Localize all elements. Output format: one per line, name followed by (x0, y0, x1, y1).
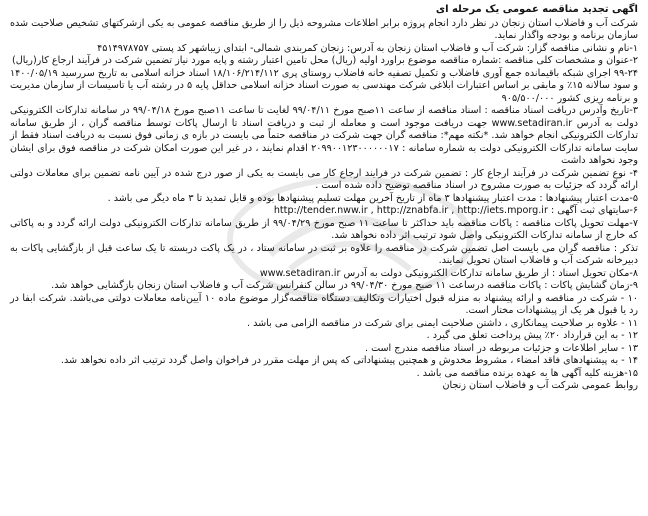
item-14-invalid-bids: ۱۴ - به پیشنهادهای فاقد امضاء ، مشروط مخدوش و همچنین پیشنهاداتی که پس از مهلت مقرر در فراخوان واصل گردد ترتیب اثر داده نخواهد شد. (60, 355, 638, 366)
item-6-websites: ۶-سایتهای ثبت آگهی : http://tender.nww.ir , http://znabfa.ir , http://iets.mporg.ir (273, 205, 638, 216)
item-2-tender-specs-header: ۲-عنوان و مشخصات کلی مناقصه :شماره مناقصه موضوع براورد اولیه (ریال) محل تامین اعتبار رشته و پایه مورد نیاز تضمین شرکت در فرآیند ارجاع کار(ریال) (12, 55, 638, 66)
item-8-delivery-place: ۸-مکان تحویل اسناد : از طریق سامانه تدارکات الکترونیکی دولت به آدرس www.setadiran.ir (259, 267, 638, 279)
item-7-envelope-deadline: ۷-مهلت تحویل پاکات مناقصه : پاکات مناقصه باید حداکثر تا ساعت ۱۱ صبح مورخ ۹۹/۰۴/۲۹ از طریق سامانه تدارکات الکترونیکی دولت ارائه گردد و به پاکاتی که خارج از سامانه تدارکات الکترونیکی واصل شود ترتیب اثر داده نخواهد شد. (10, 217, 638, 241)
item-1-tenderer: ۱-نام و نشانی مناقصه گزار: شرکت آب و فاضلاب استان زنجان به آدرس: زنجان کمربندی شمالی- ابتدای زیباشهر کد پستی ۴۵۱۴۹۷۸۷۵۷ (97, 42, 638, 54)
public-relations-signature: روابط عمومی شرکت آب و فاضلاب استان زنجان (442, 380, 638, 391)
item-11-safety-qualification: ۱۱ - علاوه بر صلاحیت پیمانکاری ، داشتن صلاحیت ایمنی برای شرکت در مناقصه الزامی می باشد . (247, 317, 638, 329)
tender-notice (10, 4, 638, 512)
item-note-guarantee: تذکر : مناقصه گران می بایست اصل تضمین شرکت در مناقصه را علاوه بر ثبت در سامانه ستاد ، در یک پاکت دربسته تا یک ساعت قبل از بازگشایی پاکات به دبیرخانه شرکت آب و فاضلاب استان تحویل نمایند. (10, 242, 638, 266)
item-5-validity-period: ۵-مدت اعتبار پیشنهادها : مدت اعتبار پیشنهادها ۳ ماه از تاریخ آخرین مهلت تسلیم پیشنهادها بوده و قابل تمدید تا ۳ ماه دیگر می باشد . (107, 192, 638, 204)
item-12-prepayment: ۱۲ - به این قرارداد ۲۰٪ پیش پرداخت تعلق می گیرد . (426, 330, 638, 341)
item-10-participation: ۱۰ - شرکت در مناقصه و ارائه پیشنهاد به منزله قبول اختیارات وتکالیف دستگاه مناقصه‌گزار موضوع ماده ۱۰ آیین‌نامه معاملات دولتی می‌باشد. شرکت ابفا در رد یا قبول هر یک از پیشنهادات مختار است. (10, 292, 639, 316)
item-13-other-info: ۱۳ - سایر اطلاعات و جزئیات مربوطه در اسناد مناقصه مندرج است . (365, 342, 638, 354)
notice-title: اگهی تجدید مناقصه عمومی یک مرحله ای (435, 4, 638, 15)
notice-intro: شرکت آب و فاضلاب استان زنجان در نظر دارد انجام پروژه برابر اطلاعات مشروحه ذیل را از طریق مناقصه عمومی به یکی ازشرکتهای تشخیص صلاحیت شده سازمان برنامه و بودجه واگذار نماید. (10, 17, 638, 41)
item-4-guarantee-type: ۴- نوع تضمین شرکت در فرآیند ارجاع کار : تضمین شرکت در فرایند ارجاع کار می بایست به یکی از صور درج شده در آیین نامه تضمین برای معاملات دولتی ارائه گردد که جزئیات به صورت مشروح در اسناد مناقصه توضیح داده شده است . (10, 167, 638, 191)
item-2-tender-specs-row: ۹۹-۲۴ اجرای شبکه باقیمانده جمع آوری فاضلاب و تکمیل تصفیه خانه فاضلاب روستای پری ۱۸/۱۰۶/۲۱۴/۱۱۲ اسناد خزانه اسلامی به تاریخ سررسید ۱۴۰۰/۰۵/۱۹ و سود سالانه ۱۵٪ و مابقی بر اساس اعتبارات ابلاغی شرکت مهندسی به صورت اسناد خزانه اسلامی حداقل پایه ۵ در رشته آب یا تاسیسات از سازمان مدیریت و برنامه ریزی کشور ۹۰۵/۵۰۰/۰۰۰ (10, 67, 639, 104)
item-3-document-receipt: ۳-تاریخ وآدرس دریافت اسناد مناقصه : اسناد مناقصه از ساعت ۱۱صبح مورخ ۹۹/۰۴/۱۱ لغایت تا ساعت ۱۱صبح مورخ ۹۹/۰۴/۱۸ در سامانه تدارکات الکترونیکی دولت به آدرس www.setadiran.ir جهت دریافت موجود است و معامله از ثبت و دریافت اسناد تا ارسال پاکات توسط مناقصه گران ، از طریق سامانه تدارکات الکترونیکی انجام خواهد شد. *نکته مهم*: مناقصه گران جهت شرکت در مناقصه حتماً می بایست در بازه ی زمانی فوق نسبت به دریافت اسناد فقط از سایت سامانه تدارکات الکترونیکی دولت به شماره سامانه : ۲۰۹۹۰۰۱۲۳۰۰۰۰۰۰۱۷ اقدام نمایند ، در غیر این صورت امکان شرکت در مناقصه فوق برای ایشان وجود نخواهد داشت (10, 105, 638, 166)
item-15-ad-costs: ۱۵-هزینه کلیه آگهی ها به عهده برنده مناقصه می باشد . (416, 367, 638, 379)
item-9-opening-time: ۹-زمان گشایش پاکات : پاکات مناقصه درساعت ۱۱ صبح مورخ ۹۹/۰۴/۳۰ در سالن کنفرانس شرکت آب و فاضلاب استان زنجان بازگشایی خواهد شد. (51, 280, 638, 291)
